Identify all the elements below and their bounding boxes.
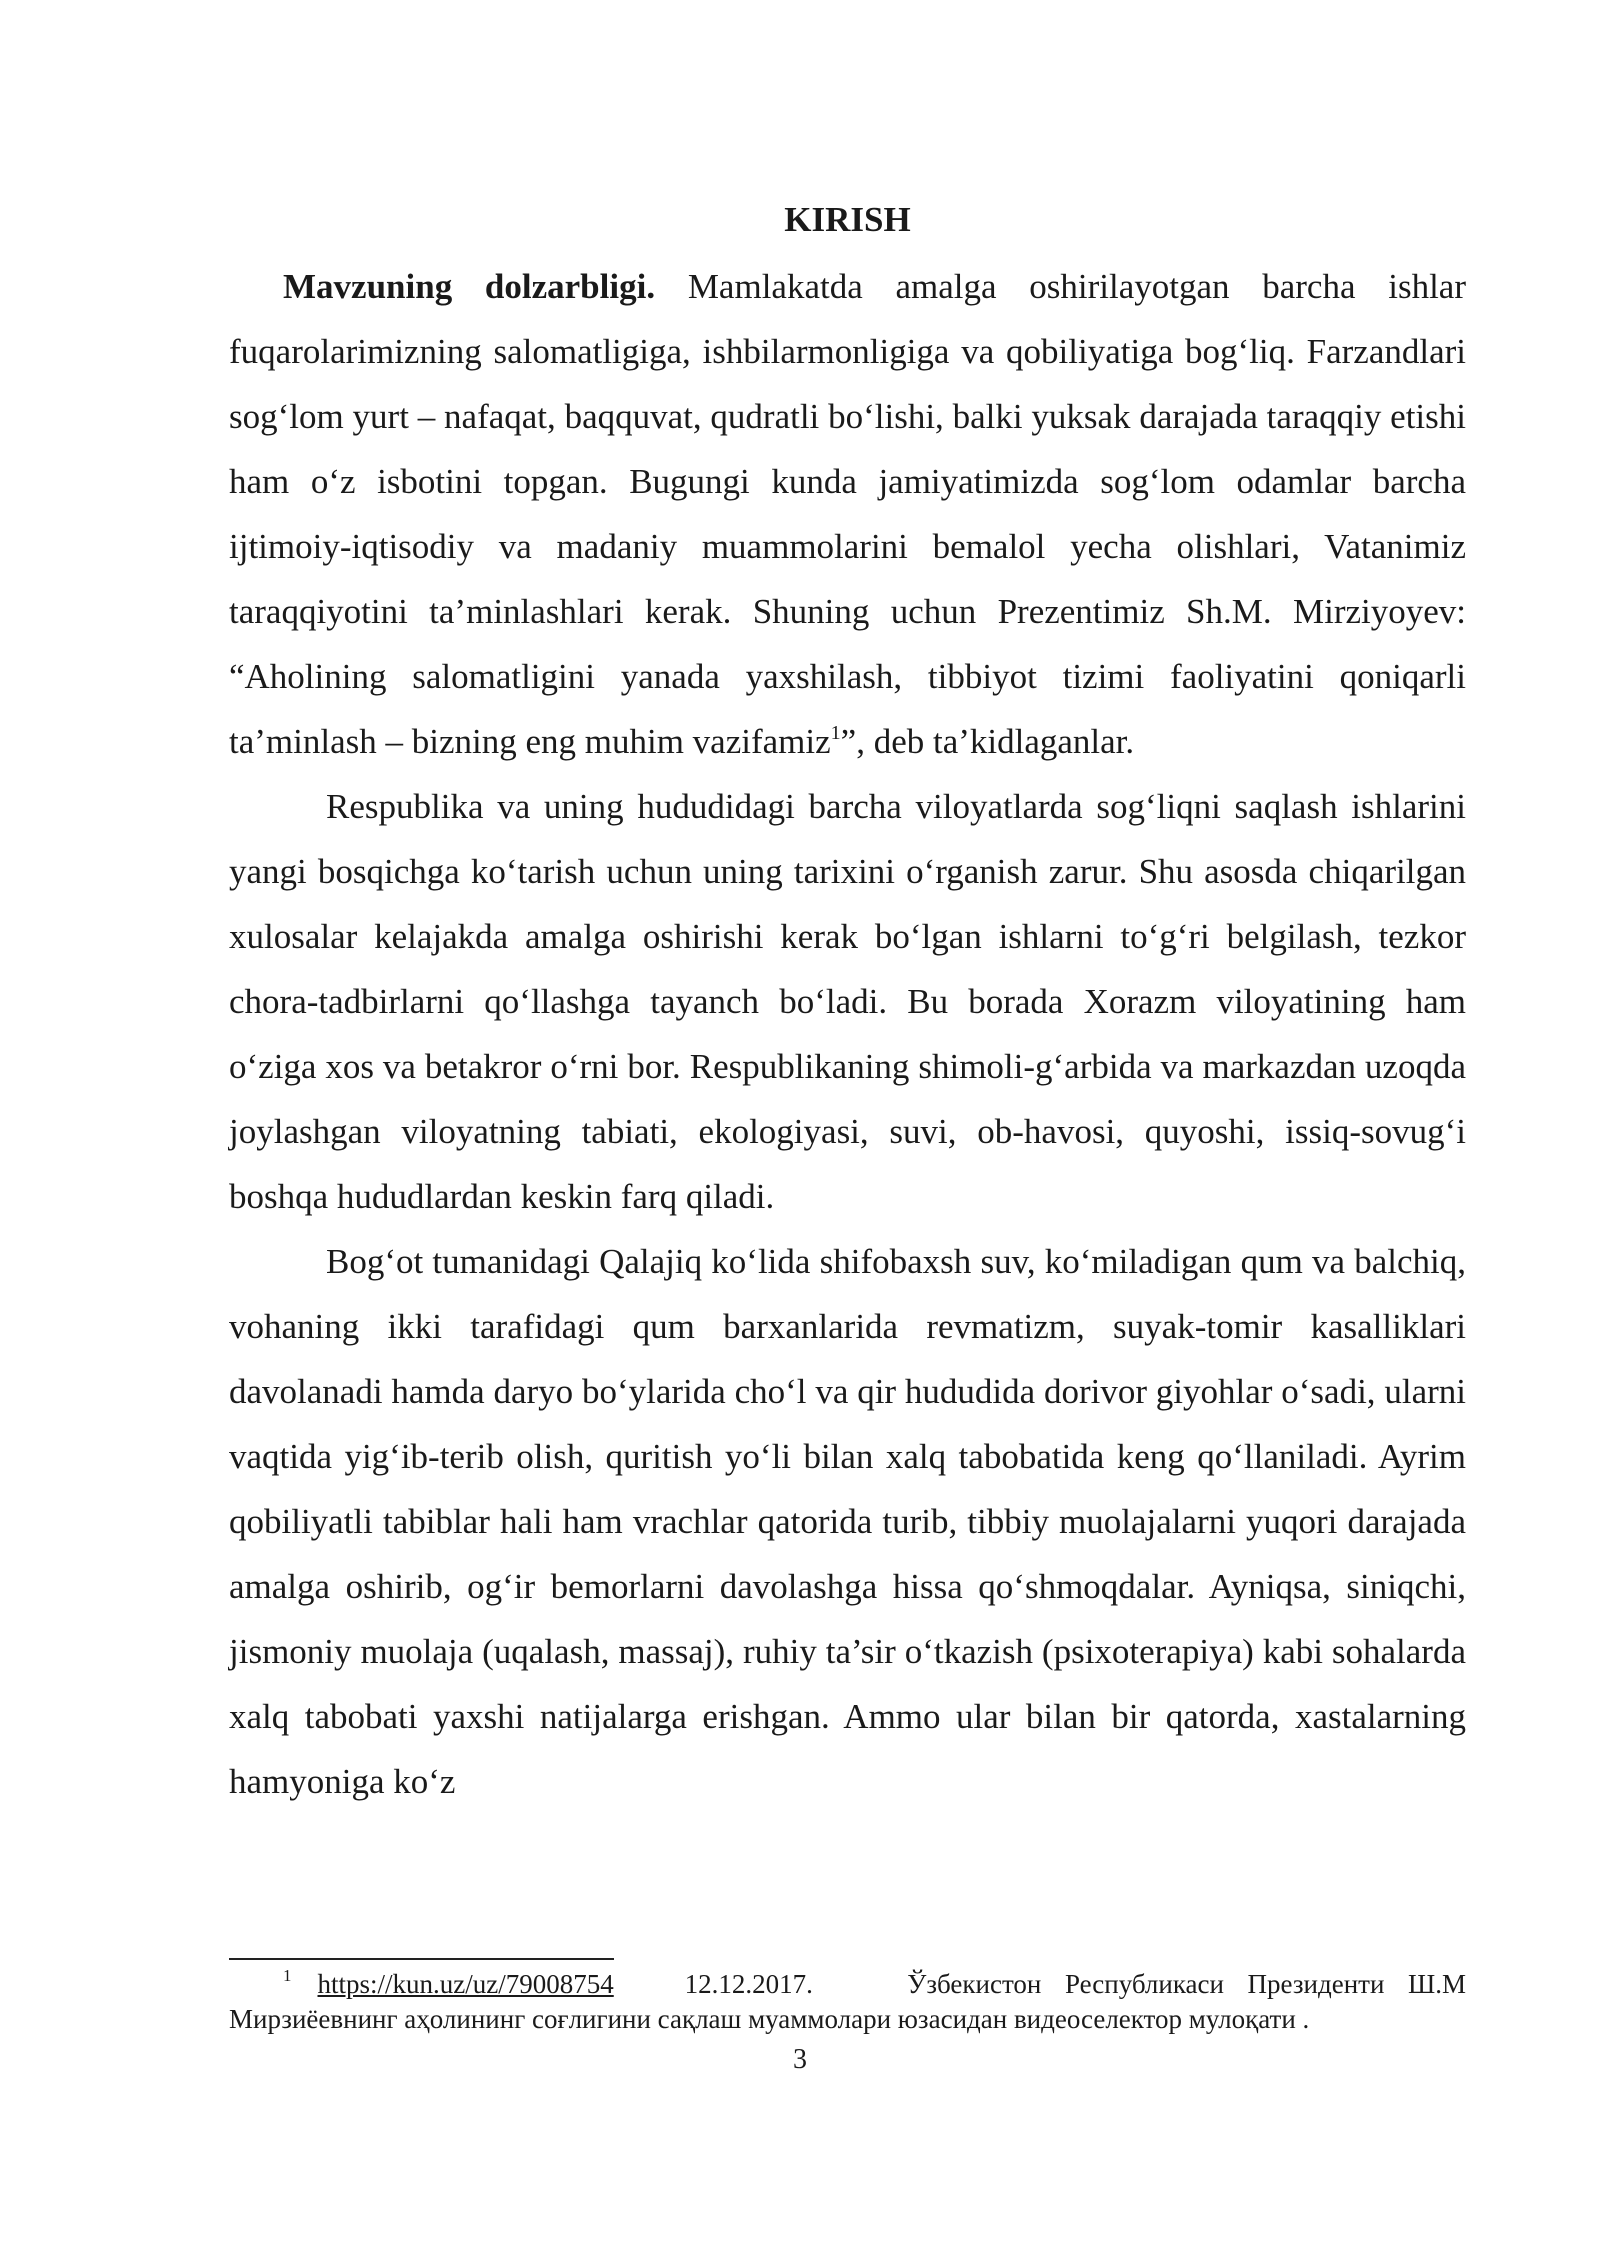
relevance-heading: Mavzuning dolzarbligi. — [283, 267, 656, 306]
footnote-date: 12.12.2017. — [684, 1969, 813, 1999]
paragraph-text: ”, deb ta’kidlaganlar. — [840, 722, 1135, 761]
paragraph-text: Mamlakatda amalga oshirilayotgan barcha ishlar fuqarolarimizning salomatligiga, ishbilarmonligiga va qobiliyatiga bog‘liq. Farzandlari sog‘lom yurt – nafaqat, baqquvat, qudratli bo‘lishi, balki yuksak darajada taraqqiy etishi ham o‘z isbotini topgan. Bugungi kunda jamiyatimizda sog‘lom odamlar barcha ijtimoiy-iqtisodiy va madaniy muammolarini bemalol yecha olishlari, Vatanimiz taraqqiyotini ta’minlashlari kerak. Shuning uchun Prezentimiz Sh.M. Mirziyoyev: “Aholining salomatligini yanada yaxshilash, tibbiyot tizimi faoliyatini qoniqarli ta’minlash – bizning eng muhim vazifamiz — [229, 267, 1466, 761]
footnote-reference[interactable]: 1 — [830, 722, 841, 744]
paragraph-bogot: Bog‘ot tumanidagi Qalajiq ko‘lida shifobaxsh suv, ko‘miladigan qum va balchiq, vohaning ikki tarafidagi qum barxanlarida revmatizm, suyak-tomir kasalliklari davolanadi hamda daryo bo‘ylarida cho‘l va qir hududida dorivor giyohlar o‘sadi, ularni vaqtida yig‘ib-terib olish, quritish yo‘li bilan xalq tabobatida keng qo‘llaniladi. Ayrim qobiliyatli tabiblar hali ham vrachlar qatorida turib, tibbiy muolajalarni yuqori darajada amalga oshirib, og‘ir bemorlarni davolashga hissa qo‘shmoqdalar. Ayniqsa, siniqchi, jismoniy muolaja (uqalash, massaj), ruhiy ta’sir o‘tkazish (psixoterapiya) kabi sohalarda xalq tabobati yaxshi natijalarga erishgan. Ammo ular bilan bir qatorda, xastalarning hamyoniga ko‘z — [229, 1242, 1466, 1801]
chapter-title: KIRISH — [784, 200, 911, 239]
page-number: 3 — [793, 2044, 807, 2075]
paragraph-relevance — [229, 254, 1466, 774]
footnote-text: Ўзбекистон Республикаси Президенти Ш.М Мирзиёевнинг аҳолининг соғлигини сақлаш муаммолари юзасидан видеоселектор мулоқати . — [229, 1969, 1467, 2034]
footnote-number: 1 — [283, 1966, 292, 1985]
document-body — [229, 190, 1466, 1814]
footnote — [229, 1967, 1466, 2037]
footnote-separator — [229, 1958, 614, 1960]
paragraph-republic: Respublika va uning hududidagi barcha viloyatlarda sog‘liqni saqlash ishlarini yangi bosqichga ko‘tarish uchun uning tarixini o‘rganish zarur. Shu asosda chiqarilgan xulosalar kelajakda amalga oshirishi kerak bo‘lgan ishlarni to‘g‘ri belgilash, tezkor chora-tadbirlarni qo‘llashga tayanch bo‘ladi. Bu borada Xorazm viloyatining ham o‘ziga xos va betakror o‘rni bor. Respublikaning shimoli-g‘arbida va markazdan uzoqda joylashgan viloyatning tabiati, ekologiyasi, suvi, ob-havosi, quyoshi, issiq-sovug‘i boshqa hududlardan keskin farq qiladi. — [229, 787, 1466, 1216]
footnote-link[interactable]: https://kun.uz/uz/79008754 — [317, 1969, 614, 1999]
